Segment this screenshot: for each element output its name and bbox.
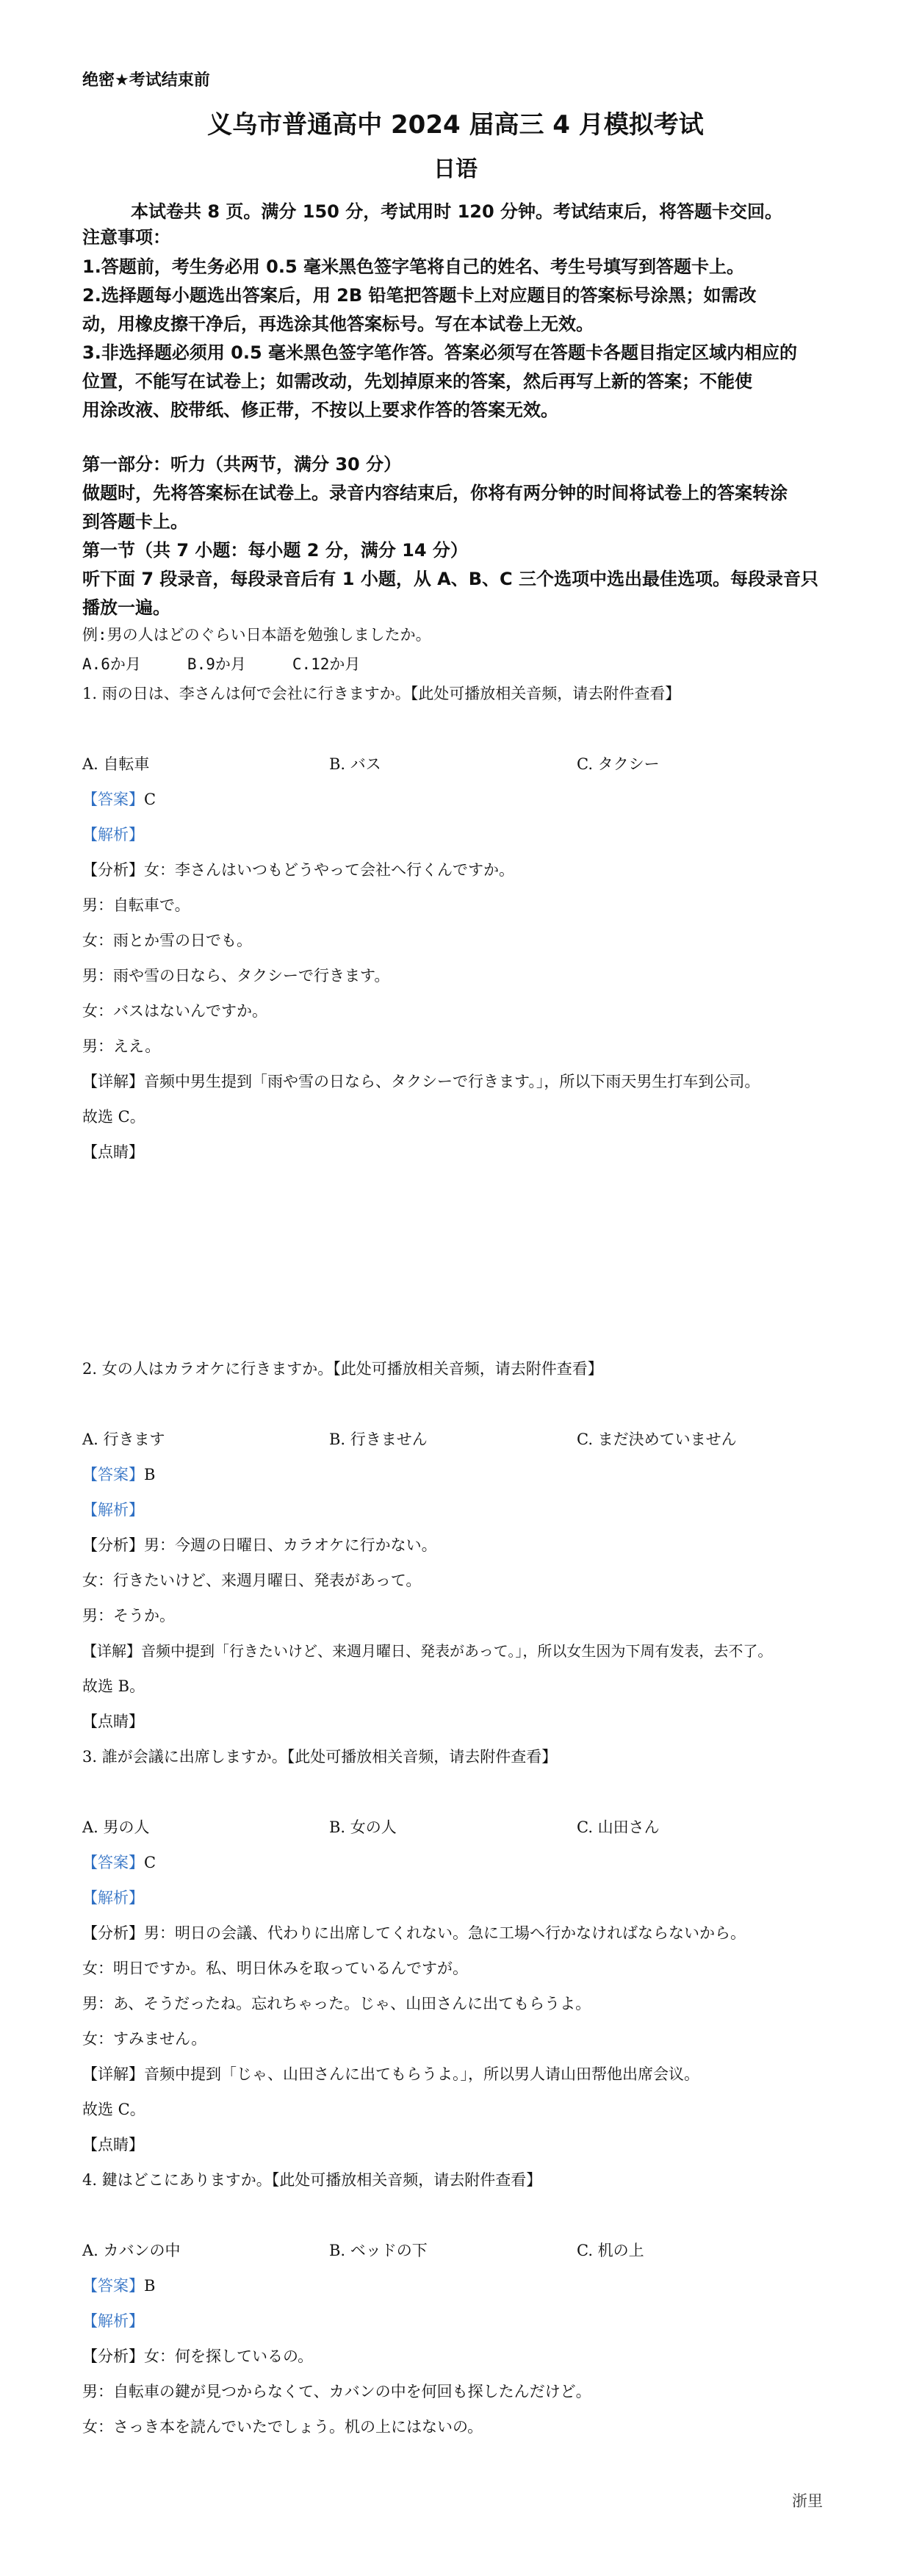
part1-instruction: 到答题卡上。 bbox=[82, 511, 188, 532]
audio-note: 【此处可播放相关音频，请去附件查看】 bbox=[287, 1748, 558, 1766]
note-line: 1.答题前，考生务必用 0.5 毫米黑色签字笔将自己的姓名、考生号填写到答题卡上。 bbox=[82, 256, 745, 277]
answer-label: 【答案】 bbox=[82, 2277, 144, 2295]
analysis-line: 男：そうか。 bbox=[82, 1607, 175, 1625]
analysis-line: 男：自転車の鍵が見つからなくて、カバンの中を何回も探したんだけど。 bbox=[82, 2383, 591, 2400]
option-b: B. バス bbox=[329, 755, 381, 773]
analysis-line: 故选 C。 bbox=[82, 2101, 145, 2118]
exam-intro: 本试卷共 8 页。满分 150 分，考试用时 120 分钟。考试结束后，将答题卡交回。 bbox=[131, 201, 783, 222]
analysis-line: 【详解】音频中提到「じゃ、山田さんに出てもらうよ。」，所以男人请山田帮他出席会议。 bbox=[82, 2065, 699, 2083]
answer-line bbox=[82, 1851, 156, 1873]
note-line: 动，用橡皮擦干净后，再选涂其他答案标号。写在本试卷上无效。 bbox=[82, 314, 594, 334]
option-a: A. 行きます bbox=[82, 1431, 165, 1448]
answer-value: C bbox=[144, 791, 156, 808]
analysis-label: 【解析】 bbox=[82, 1889, 144, 1907]
question-text: 2. 女の人はカラオケに行きますか。 bbox=[82, 1360, 334, 1378]
analysis-label: 【解析】 bbox=[82, 2312, 144, 2330]
analysis-line: 故选 B。 bbox=[82, 1677, 145, 1695]
note-line: 2.选择题每小题选出答案后，用 2B 铅笔把答题卡上对应题目的答案标号涂黑；如需改 bbox=[82, 285, 757, 306]
page-footer: 浙里 bbox=[792, 2492, 823, 2510]
question-text: 4. 鍵はどこにありますか。 bbox=[82, 2171, 272, 2189]
option-c: C. タクシー bbox=[577, 755, 660, 773]
analysis-line: 女：バスはないんですか。 bbox=[82, 1002, 267, 1020]
question-text: 3. 誰が会議に出席しますか。 bbox=[82, 1748, 287, 1766]
question-2 bbox=[82, 1357, 603, 1379]
option-c: C. 机の上 bbox=[577, 2242, 644, 2259]
exam-title: 义乌市普通高中 2024 届高三 4 月模拟考试 bbox=[207, 110, 704, 140]
audio-note: 【此处可播放相关音频，请去附件查看】 bbox=[271, 2171, 542, 2189]
question-text: 1. 雨の日は、李さんは何で会社に行きますか。 bbox=[82, 685, 411, 702]
option-c: C. まだ決めていません bbox=[577, 1431, 737, 1448]
analysis-line: 女：明日ですか。私、明日休みを取っているんですが。 bbox=[82, 1960, 468, 1977]
subject-title: 日语 bbox=[433, 156, 478, 182]
option-a: A. カバンの中 bbox=[82, 2242, 181, 2259]
analysis-line: 男：自転車で。 bbox=[82, 896, 190, 914]
question-3 bbox=[82, 1745, 557, 1767]
answer-value: C bbox=[144, 1854, 156, 1871]
option-a: A. 男の人 bbox=[82, 1818, 150, 1836]
analysis-line: 女：すみません。 bbox=[82, 2030, 207, 2048]
note-line: 用涂改液、胶带纸、修正带，不按以上要求作答的答案无效。 bbox=[82, 400, 558, 420]
answer-line bbox=[82, 788, 156, 810]
analysis-line: 男：ええ。 bbox=[82, 1037, 161, 1055]
analysis-line: 【分析】男：明日の会議、代わりに出席してくれない。急に工場へ行かなければならないから。 bbox=[82, 1924, 746, 1942]
section-title: 第一节（共 7 小题：每小题 2 分，满分 14 分） bbox=[82, 540, 468, 561]
question-4 bbox=[82, 2168, 541, 2190]
option-b: B. ベッドの下 bbox=[329, 2242, 428, 2259]
analysis-line: 【分析】男：今週の日曜日、カラオケに行かない。 bbox=[82, 1536, 437, 1554]
analysis-line: 女：さっき本を読んでいたでしょう。机の上にはないの。 bbox=[82, 2418, 483, 2436]
audio-note: 【此处可播放相关音频，请去附件查看】 bbox=[333, 1360, 603, 1378]
answer-label: 【答案】 bbox=[82, 791, 144, 808]
analysis-line: 男：あ、そうだったね。忘れちゃった。じゃ、山田さんに出てもらうよ。 bbox=[82, 1995, 591, 2012]
note-line: 位置，不能写在试卷上；如需改动，先划掉原来的答案，然后再写上新的答案；不能使 bbox=[82, 371, 752, 392]
question-1 bbox=[82, 682, 680, 704]
answer-label: 【答案】 bbox=[82, 1466, 144, 1483]
analysis-line: 【详解】音频中提到「行きたいけど、来週月曜日、発表があって。」，所以女生因为下周有发表，去不了。 bbox=[82, 1642, 773, 1660]
option-c: C. 山田さん bbox=[577, 1818, 660, 1836]
analysis-line: 【点睛】 bbox=[82, 2136, 144, 2154]
section-instruction: 听下面 7 段录音，每段录音后有 1 小题，从 A、B、C 三个选项中选出最佳选项。每段录音只 bbox=[82, 569, 819, 589]
analysis-line: 【分析】女：何を探しているの。 bbox=[82, 2347, 314, 2365]
note-line: 3.非选择题必须用 0.5 毫米黑色签字笔作答。答案必须写在答题卡各题目指定区域内相应的 bbox=[82, 342, 798, 363]
part1-instruction: 做题时，先将答案标在试卷上。录音内容结束后，你将有两分钟的时间将试卷上的答案转涂 bbox=[82, 483, 788, 503]
confidential-label: 绝密★考试结束前 bbox=[82, 71, 210, 90]
analysis-line: 女：行きたいけど、来週月曜日、発表があって。 bbox=[82, 1572, 422, 1589]
answer-value: B bbox=[144, 2277, 156, 2295]
section-instruction: 播放一遍。 bbox=[82, 597, 170, 618]
analysis-line: 男：雨や雪の日なら、タクシーで行きます。 bbox=[82, 967, 390, 985]
analysis-line: 【点睛】 bbox=[82, 1713, 144, 1730]
example-options: A.6か月 B.9か月 C.12か月 bbox=[82, 655, 361, 673]
audio-note: 【此处可播放相关音频，请去附件查看】 bbox=[410, 685, 681, 702]
analysis-line: 故选 C。 bbox=[82, 1108, 145, 1126]
notes-title: 注意事项： bbox=[82, 227, 170, 248]
analysis-label: 【解析】 bbox=[82, 1501, 144, 1519]
analysis-line: 【分析】女：李さんはいつもどうやって会社へ行くんですか。 bbox=[82, 861, 514, 879]
part1-title: 第一部分：听力（共两节，满分 30 分） bbox=[82, 454, 402, 475]
option-b: B. 女の人 bbox=[329, 1818, 397, 1836]
option-b: B. 行きません bbox=[329, 1431, 428, 1448]
answer-label: 【答案】 bbox=[82, 1854, 144, 1871]
analysis-label: 【解析】 bbox=[82, 826, 144, 843]
answer-value: B bbox=[144, 1466, 156, 1483]
analysis-line: 【详解】音频中男生提到「雨や雪の日なら、タクシーで行きます。」，所以下雨天男生打车到公司。 bbox=[82, 1073, 760, 1090]
analysis-line: 女：雨とか雪の日でも。 bbox=[82, 932, 252, 949]
answer-line bbox=[82, 2274, 155, 2296]
analysis-line: 【点睛】 bbox=[82, 1143, 144, 1161]
answer-line bbox=[82, 1463, 155, 1485]
example-question: 例:男の人はどのぐらい日本語を勉強しましたか。 bbox=[82, 626, 431, 644]
option-a: A. 自転車 bbox=[82, 755, 150, 773]
